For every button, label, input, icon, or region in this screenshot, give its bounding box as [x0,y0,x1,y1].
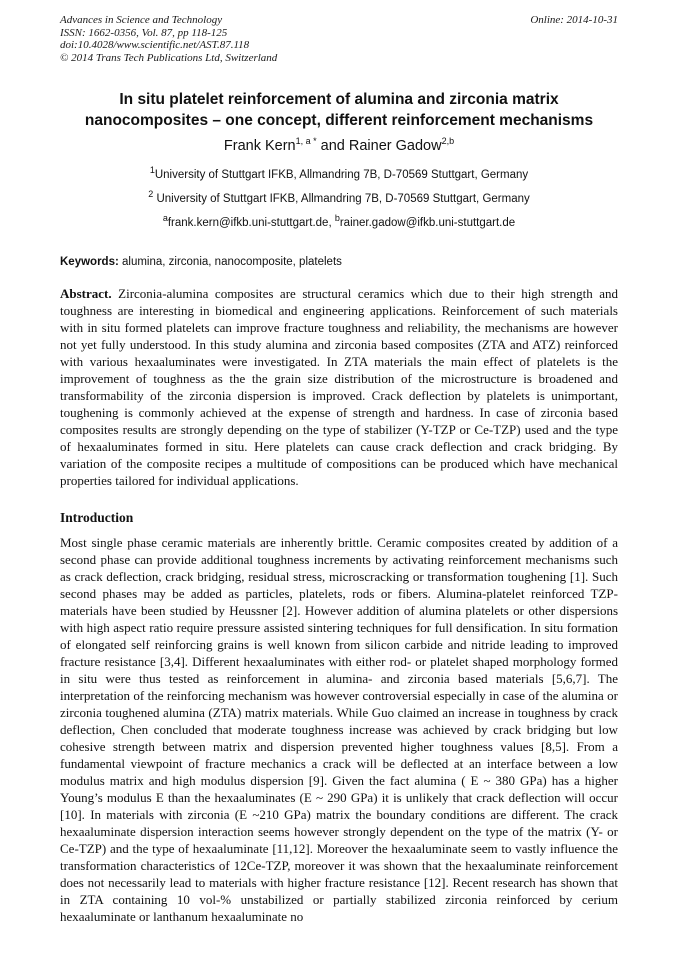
journal-doi: doi:10.4028/www.scientific.net/AST.87.118 [60,39,250,51]
paper-title-line-2: nanocomposites – one concept, different reinforcement mechanisms [84,112,594,129]
affiliation-2-superscript: 2 [148,189,154,200]
keywords-text: alumina, zirconia, nanocomposite, platelets [118,256,342,268]
affiliation-1-superscript: 1 [149,165,155,176]
introduction-paragraph: Most single phase ceramic materials are inherently brittle. Ceramic composites created by addition of a second phase can provide additional toughness increments by activating reinforcement mechanisms such as crack deflection, crack bridging, residual stress, microscracking or transformation toughening [1]. Such second phases may be added as particles, platelets, rods or fibers. Alumina-platelet reinforced TZP-materials have been studied by Heussner [2]. However addition of alumina platelets or other dispersions with high aspect ratio require pressure assisted sintering techniques for full densification. In situ formation of elongated self reinforcing grains is well known from silicon carbide and nitride leading to improved fracture resistance [3,4]. Different hexaaluminates with either rod- or platelet shaped morphology formed in situ were thus tested as reinforcement in alumina- and zirconia based materials [5,6,7]. The interpretation of the reinforcing mechanism was however controversial especially in case of the alumina or zirconia toughened alumina (ZTA) matrix materials. While Guo claimed an increase in toughness by crack deflection, Chen concluded that moderate toughness increase was achieved by crack bridging but low cohesive strength between matrix and dispersion prevented higher toughness values [8,5]. From a fundamental viewpoint of fracture mechanics a crack will be deflected at an interface between a low modulus matrix and high modulus dispersion [9]. Given the fact alumina ( E ~ 380 GPa) has a higher Young’s modulus E than the hexaaluminates (E ~ 290 GPa) it is unlikely that crack deflection will occur [10]. In materials with zirconia (E ~210 GPa) matrix the boundary conditions are different. The crack hexaaluminate dispersion interaction seems however strongly dependent on the type of the matrix (Y- or Ce-TZP) and the type of hexaaluminate [11,12]. Moreover the hexaaluminate seem to vastly influence the transformation characteristics of 12Ce-TZP, moreover it was shown that the hexaaluminate reinforcement does not necessarily lead to materials with higher fracture resistance [12]. Recent research has shown that in ZTA containing 10 vol-% unstabilized or partially stabilized zirconia reinforced by cerium hexaaluminate or lanthanum hexaaluminate no [60,535,618,924]
paper-title-line-1: In situ platelet reinforcement of alumina and zirconia matrix [119,91,559,108]
author-1-name: Frank Kern [223,138,296,154]
keywords-label: Keywords: [60,256,119,268]
journal-name: Advances in Science and Technology [60,14,223,26]
journal-copyright: © 2014 Trans Tech Publications Ltd, Switzerland [60,51,278,64]
section-heading-introduction: Introduction [60,510,134,525]
journal-header [60,14,618,64]
email-1-superscript: a [162,213,168,224]
email-separator: , [328,217,335,229]
affiliation-1 [60,165,618,182]
online-date: Online: 2014-10-31 [530,14,618,26]
email-2-superscript: b [334,213,340,224]
author-2-superscript: 2,b [441,136,455,147]
abstract-text: Zirconia-alumina composites are structural ceramics which due to their high strength and toughness are interesting in biomedical and engineering applications. Reinforcement of such materials with in situ formed platelets can improve fracture toughness and reliability, the mechanisms are however not yet fully understood. In this study alumina and zirconia based composites (ZTA and ATZ) reinforced with various hexaaluminates were investigated. In ZTA materials the main effect of platelets is the improvement of toughness as the the grain size distribution of the microstructure is broadened and transformability of the zirconia dispersion is improved. Crack deflection by platelets is unimportant, toughening is commonly achieved at the expense of strength and hardness. In case of zirconia based composites results are strongly depending on the type of stabilizer (Y-TZP or Ce-TZP) used and the type of hexaaluminates formed in situ. Here platelets can cause crack deflection and crack bridging. By variation of the composite recipes a multitude of compositions can be produced which have mechanical properties tailored for individual applications. [60,286,618,488]
email-1: frank.kern@ifkb.uni-stuttgart.de [167,217,329,229]
author-emails-line [60,213,618,230]
affiliation-2 [60,189,618,206]
affiliation-2-text: University of Stuttgart IFKB, Allmandring 7B, D-70569 Stuttgart, Germany [153,193,530,205]
author-2-name: Rainer Gadow [348,138,442,154]
affiliation-1-text: University of Stuttgart IFKB, Allmandring 7B, D-70569 Stuttgart, Germany [154,169,529,181]
journal-header-left [60,14,277,64]
journal-issn-volume: ISSN: 1662-0356, Vol. 87, pp 118-125 [60,26,228,39]
authors-joiner: and [316,138,349,154]
email-2: rainer.gadow@ifkb.uni-stuttgart.de [339,217,516,229]
author-1-superscript: 1, a * [295,136,317,147]
abstract-label: Abstract. [60,286,112,301]
keywords-line [60,256,618,268]
paper-title [60,89,618,131]
authors-line [60,138,618,154]
abstract-paragraph [60,285,618,489]
